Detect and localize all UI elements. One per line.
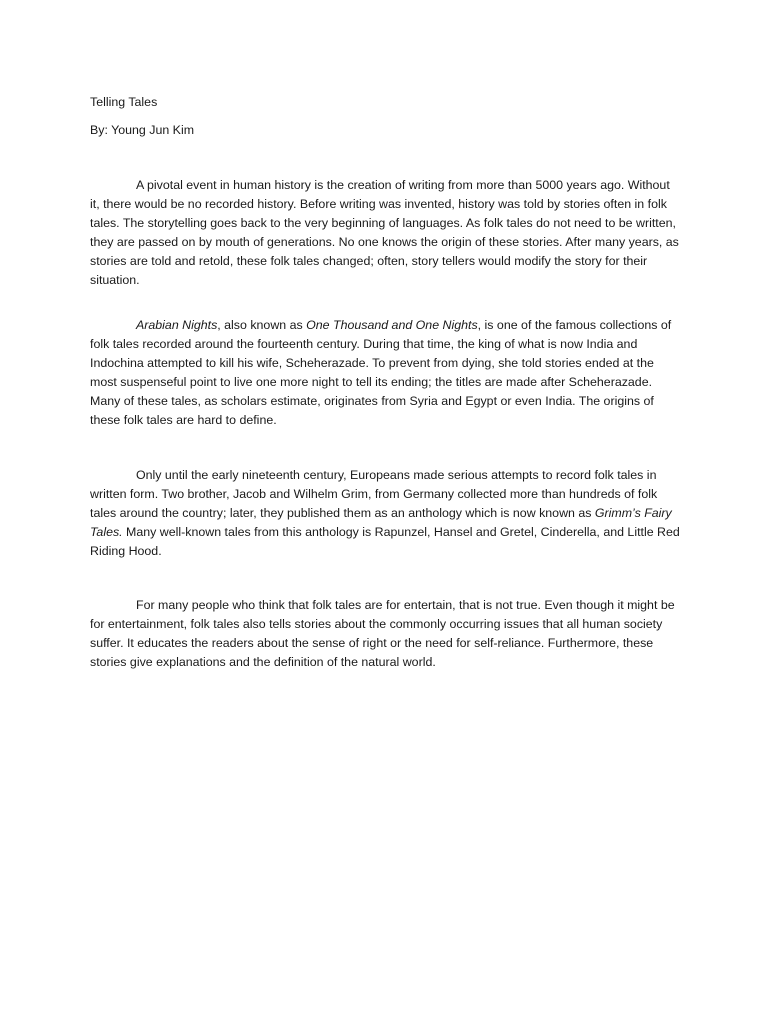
paragraph-4-text: For many people who think that folk tales are for entertain, that is not true. Even though it might be for entertainment, folk tales also tells stories about the commonly occurring issues that all human society suffer. It educates the readers about the sense of right or the need for self-reliance. Furthermore, these stories give explanations and the definition of the natural world. xyxy=(90,598,675,670)
document-title: Telling Tales xyxy=(90,95,158,109)
paragraph-2-text-a: , also known as xyxy=(217,318,307,333)
paragraph-3-text-a: Only until the early nineteenth century, Europeans made serious attempts to record folk tales in written form. Two brother, Jacob and Wilhelm Grim, from Germany collected more than hundreds of folk tales around the country; later, they published them as an anthology which is now known as xyxy=(90,467,658,520)
paragraph-1-text: A pivotal event in human history is the creation of writing from more than 5000 years ago. Without it, there would be no recorded history. Before writing was invented, history was told by stories often in folk tales. The storytelling goes back to the very beginning of languages. As folk tales do not need to be written, they are passed on by mouth of generations. No one knows the origin of these stories. After many years, as stories are told and retold, these folk tales changed; often, story tellers would modify the story for their situation. xyxy=(90,178,679,287)
book-title-grimms-fairy-tales: Grimm’s Fairy Tales. xyxy=(90,505,672,539)
document-body xyxy=(90,93,680,672)
paragraph-2-text-b: , is one of the famous collections of folk tales recorded around the fourteenth century. During that time, the king of what is now India and Indochina attempted to kill his wife, Scheherazade. To prevent from dying, she told stories ended at the most suspenseful point to live one more night to tell its ending; the titles are made after Scheherazade. Many of these tales, as scholars estimate, originates from Syria and Egypt or even India. The origins of these folk tales are hard to define. xyxy=(90,318,672,427)
book-title-arabian-nights: Arabian Nights xyxy=(136,318,218,333)
paragraph-1 xyxy=(90,176,680,289)
book-title-one-thousand-nights: One Thousand and One Nights xyxy=(306,318,478,333)
paragraph-2 xyxy=(90,316,680,429)
paragraph-3-text-b: Many well-known tales from this anthology is Rapunzel, Hansel and Gretel, Cinderella, and Little Red Riding Hood. xyxy=(90,524,680,558)
paragraph-3 xyxy=(90,466,680,561)
author-line: By: Young Jun Kim xyxy=(90,123,195,137)
paragraph-4 xyxy=(90,596,680,672)
